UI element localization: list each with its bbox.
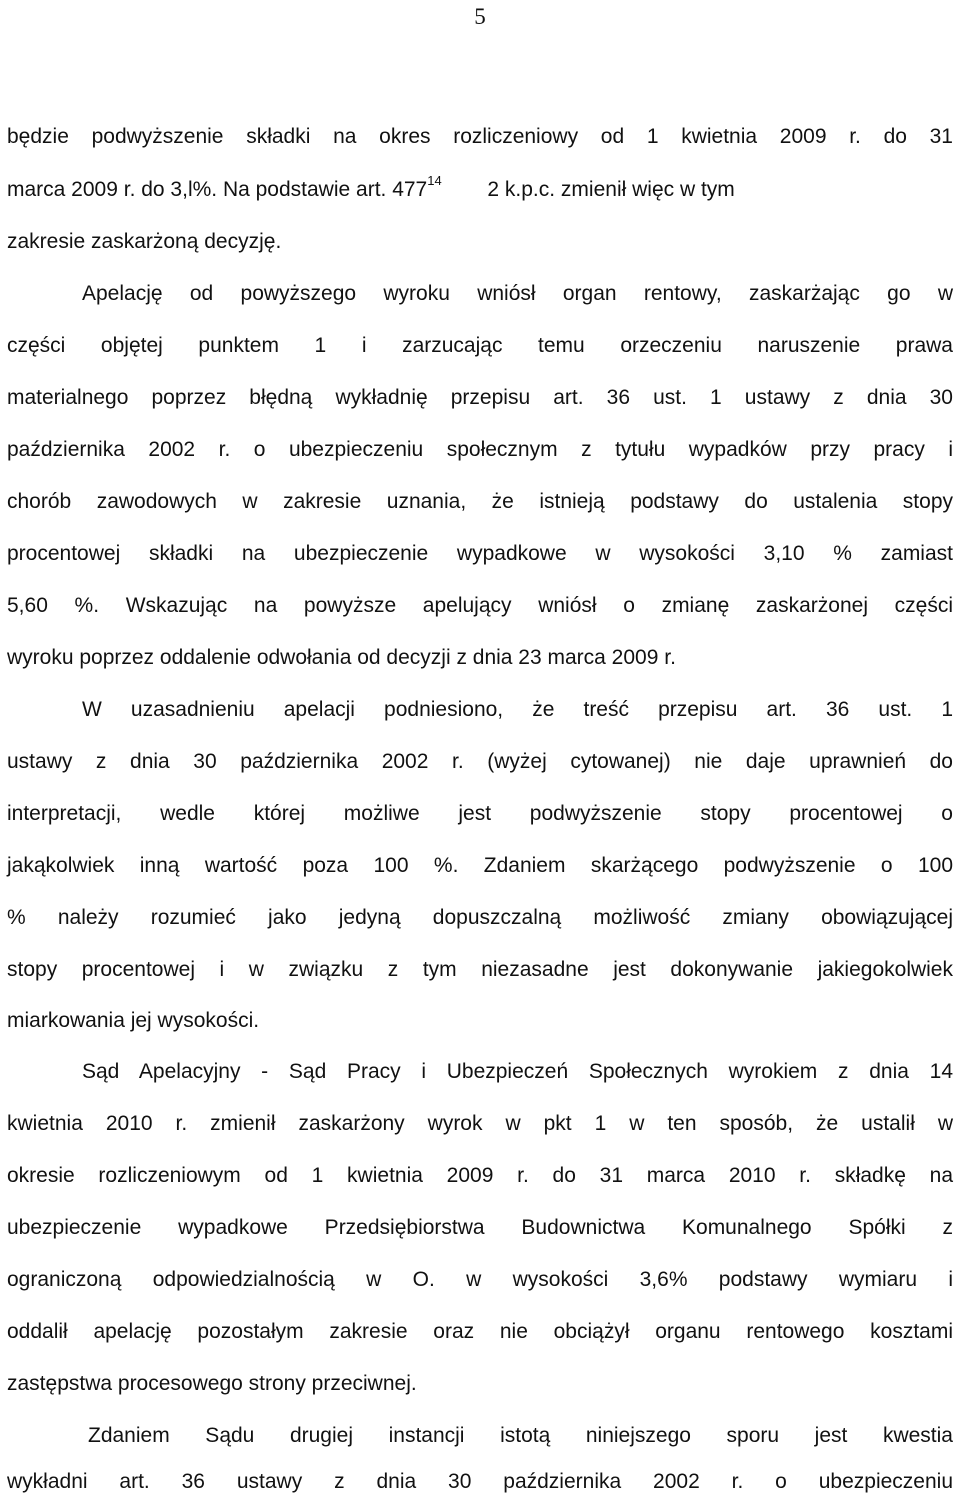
text-line: części objętej punktem 1 i zarzucając temu orzeczeniu naruszenie prawa bbox=[7, 334, 953, 357]
text-line: października 2002 r. o ubezpieczeniu społecznym z tytułu wypadków przy pracy i bbox=[7, 438, 953, 461]
text-line: kwietnia 2010 r. zmienił zaskarżony wyrok w pkt 1 w ten sposób, że ustalił w bbox=[7, 1112, 953, 1135]
text-line: Sąd Apelacyjny - Sąd Pracy i Ubezpieczeń Społecznych wyrokiem z dnia 14 bbox=[82, 1060, 953, 1083]
text-line: oddalił apelację pozostałym zakresie oraz nie obciążył organu rentowego kosztami bbox=[7, 1320, 953, 1343]
text-line: okresie rozliczeniowym od 1 kwietnia 2009 r. do 31 marca 2010 r. składkę na bbox=[7, 1164, 953, 1187]
text-line: interpretacji, wedle której możliwe jest podwyższenie stopy procentowej o bbox=[7, 802, 953, 825]
text-line: Zdaniem Sądu drugiej instancji istotą niniejszego sporu jest kwestia bbox=[88, 1424, 953, 1447]
text-line: ograniczoną odpowiedzialnością w O. w wysokości 3,6% podstawy wymiaru i bbox=[7, 1268, 953, 1291]
text-line: jakąkolwiek inną wartość poza 100 %. Zdaniem skarżącego podwyższenie o 100 bbox=[7, 854, 953, 877]
text-line: wykładni art. 36 ustawy z dnia 30 października 2002 r. o ubezpieczeniu bbox=[7, 1470, 953, 1493]
text-line: miarkowania jej wysokości. bbox=[7, 1009, 260, 1032]
text-segment: 2 k.p.c. zmienił więc w tym bbox=[487, 178, 735, 201]
text-line: wyroku poprzez oddalenie odwołania od decyzji z dnia 23 marca 2009 r. bbox=[7, 646, 676, 669]
text-segment: marca 2009 r. do 3,l%. Na podstawie art. 477 bbox=[7, 178, 428, 201]
text-line: zastępstwa procesowego strony przeciwnej. bbox=[7, 1372, 417, 1395]
text-line: stopy procentowej i w związku z tym niezasadne jest dokonywanie jakiegokolwiek bbox=[7, 958, 953, 981]
text-line: Apelację od powyższego wyroku wniósł organ rentowy, zaskarżając go w bbox=[82, 282, 953, 305]
text-line: ubezpieczenie wypadkowe Przedsiębiorstwa Budownictwa Komunalnego Spółki z bbox=[7, 1216, 953, 1239]
text-line: materialnego poprzez błędną wykładnię przepisu art. 36 ust. 1 ustawy z dnia 30 bbox=[7, 386, 953, 409]
text-line: W uzasadnieniu apelacji podniesiono, że treść przepisu art. 36 ust. 1 bbox=[82, 698, 953, 721]
text-line bbox=[7, 173, 953, 206]
text-line: ustawy z dnia 30 października 2002 r. (wyżej cytowanej) nie daje uprawnień do bbox=[7, 750, 953, 773]
text-line: będzie podwyższenie składki na okres rozliczeniowy od 1 kwietnia 2009 r. do 31 bbox=[7, 125, 953, 148]
superscript: 14 bbox=[427, 173, 442, 188]
text-line: % należy rozumieć jako jedyną dopuszczalną możliwość zmiany obowiązującej bbox=[7, 906, 953, 929]
page-number: 5 bbox=[474, 4, 486, 29]
text-line: chorób zawodowych w zakresie uznania, że istnieją podstawy do ustalenia stopy bbox=[7, 490, 953, 513]
text-line: 5,60 %. Wskazując na powyższe apelujący wniósł o zmianę zaskarżonej części bbox=[7, 594, 953, 617]
text-line: procentowej składki na ubezpieczenie wypadkowe w wysokości 3,10 % zamiast bbox=[7, 542, 953, 565]
text-line: zakresie zaskarżoną decyzję. bbox=[7, 230, 282, 253]
